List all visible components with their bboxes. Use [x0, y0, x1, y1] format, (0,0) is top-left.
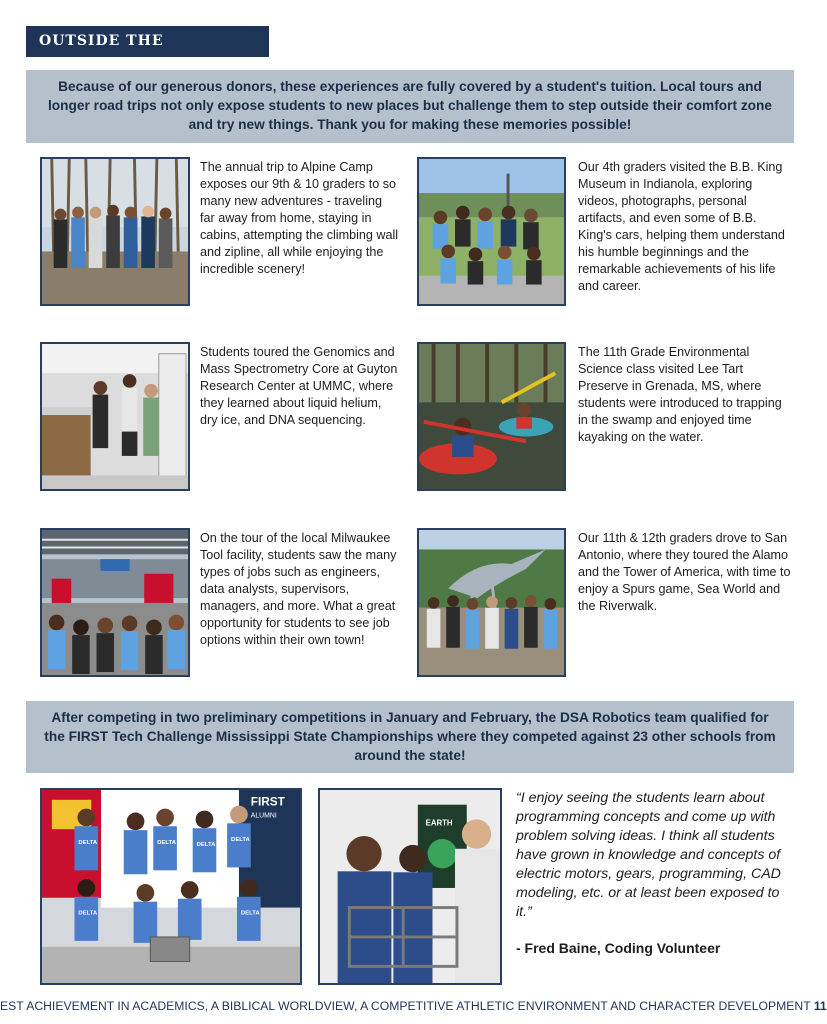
alpine-camp-photo: [40, 157, 190, 306]
first-logo-text: FIRST: [250, 795, 285, 809]
section-title: OUTSIDE THE: [26, 26, 269, 57]
page-footer: [0, 996, 827, 1016]
kayaking-photo: [417, 342, 566, 491]
robotics-volunteer-photo: [318, 788, 502, 985]
shirt-text: DELTA: [78, 839, 98, 846]
shirt-text: DELTA: [240, 910, 260, 917]
volunteer-quote: “I enjoy seeing the students learn about programming concepts and come up with problem solving ideas. I think all students have grown in knowledge and concepts of electric motors, gears, programming, CAD modeling, etc. or at least been exposed to it.”: [516, 790, 781, 920]
shirt-text: DELTA: [78, 910, 98, 917]
kayaking-caption: The 11th Grade Environmental Science class visited Lee Tart Preserve in Grenada, MS, where students were introduced to trapping in the swamp and enjoyed time kayaking on the water.: [578, 345, 782, 444]
quote-attribution: - Fred Baine, Coding Volunteer: [516, 940, 721, 956]
milwaukee-tool-caption: On the tour of the local Milwaukee Tool facility, students saw the many types of jobs such as engineers, data analysts, supervisors, managers, and more. What a great opportunity for students to see job options within their own town!: [200, 531, 397, 647]
san-antonio-photo: [417, 528, 566, 677]
bb-king-museum-photo: [417, 157, 566, 306]
footer-text: EST ACHIEVEMENT IN ACADEMICS, A BIBLICAL WORLDVIEW, A COMPETITIVE ATHLETIC ENVIRONMENT AND CHARACTER DEVELOPMENT: [0, 999, 811, 1013]
page-number: 11: [813, 999, 827, 1013]
bb-king-museum-caption: Our 4th graders visited the B.B. King Museum in Indianola, exploring videos, photographs, personal artifacts, and even some of B.B. King's cars, helping them understand his humble beginnings and the remarkable achievements of his life and career.: [578, 160, 785, 293]
first-alumni-text: ALUMNI: [250, 812, 277, 820]
san-antonio-caption: Our 11th & 12th graders drove to San Antonio, where they toured the Alamo and the Tower of America, with time to enjoy a Spurs game, Sea World and the Riverwalk.: [578, 531, 791, 613]
genomics-lab-caption: Students toured the Genomics and Mass Spectrometry Core at Guyton Research Center at UMMC, where they learned about liquid helium, dry ice, and DNA sequencing.: [200, 345, 398, 427]
shirt-text: DELTA: [157, 839, 176, 846]
intro-banner: Because of our generous donors, these experiences are fully covered by a student's tuition. Local tours and longer road trips not only expose students to new places but challenge them to step outside their comfort zone and try new things. Thank you for making these memories possible!: [26, 70, 794, 143]
robotics-team-photo: [40, 788, 302, 985]
milwaukee-tool-photo: [40, 528, 190, 677]
alpine-camp-caption: The annual trip to Alpine Camp exposes our 9th & 10 graders to so many new adventures - traveling far away from home, staying in cabins, attempting the climbing wall and zipline, all while enjoying the incredible scenery!: [200, 160, 399, 276]
poster-text: EARTH: [425, 818, 453, 828]
shirt-text: DELTA: [196, 841, 216, 848]
robotics-banner: After competing in two preliminary competitions in January and February, the DSA Robotics team qualified for the FIRST Tech Challenge Mississippi State Championships where they competed against 23 other schools from around the state!: [26, 701, 794, 773]
shirt-text: DELTA: [231, 836, 250, 843]
genomics-lab-photo: [40, 342, 190, 491]
